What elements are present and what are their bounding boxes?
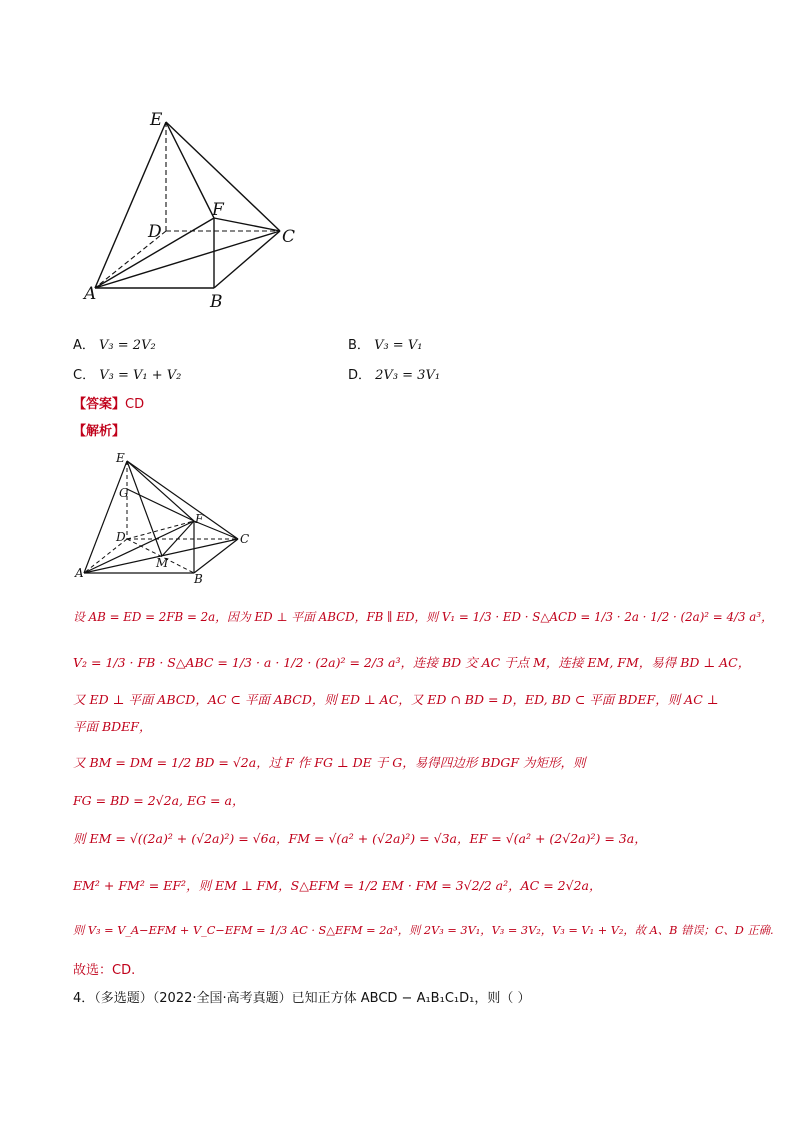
next-question: 4．（多选题）（2022·全国·高考真题）已知正方体 ABCD − A₁B₁C₁D₁，则（ ） [73,991,531,1006]
label2-B: B [194,572,203,586]
answer-line [73,393,144,412]
option-a [73,334,156,353]
edge-AC [95,231,280,288]
label2-M: M [156,556,169,570]
pyramid-figure-2 [70,447,270,592]
solution-line-6: FG = BD = 2√2a, EG = a， [73,793,245,808]
label-C: C [282,227,296,247]
label2-F: F [195,512,204,526]
edge-BC [214,231,280,288]
option-d-formula: 2V₃ = 3V₁ [375,368,441,383]
analysis-label: 【解析】 [73,424,126,439]
pyramid-figure-1 [80,105,320,315]
edge2-EC [127,461,238,539]
option-c [73,364,181,383]
label-A: A [84,284,97,304]
edge2-GF [127,489,194,521]
option-b-formula: V₃ = V₁ [374,338,423,353]
solution-line-7: 则 EM = √((2a)² + (√2a)²) = √6a，FM = √(a² + (√2a)²) = √3a，EF = √(a² + (2√2a)²) = 3a， [73,831,647,846]
edge-FC [214,218,280,231]
solution-line-1: 设 AB = ED = 2FB = 2a，因为 ED ⊥ 平面 ABCD，FB ∥ ED，则 V₁ = 1/3 · ED · S△ACD = 1/3 · 2a · 1/2 · (2a)² = 4/3 a³， [73,610,773,624]
option-b-letter: B． [348,338,370,353]
answer-value: CD [125,397,145,412]
answer-label: 【答案】 [73,397,126,412]
edge2-EF [127,461,194,521]
solution-conclusion: 故选：CD. [73,963,136,978]
solution-line-5: 又 BM = DM = 1/2 BD = √2a，过 F 作 FG ⊥ DE 于 G，易得四边形 BDGF 为矩形，则 [73,755,586,770]
edge-EA [95,122,166,288]
option-c-formula: V₃ = V₁ + V₂ [99,368,182,383]
option-b [348,334,422,353]
option-a-letter: A． [73,338,95,353]
option-d-letter: D． [348,368,372,383]
solution-line-8: EM² + FM² = EF²，则 EM ⊥ FM，S△EFM = 1/2 EM · FM = 3√2/2 a²，AC = 2√2a， [73,878,602,893]
label2-D: D [116,530,126,544]
label-F: F [212,200,224,220]
solution-line-9: 则 V₃ = V_A−EFM + V_C−EFM = 1/3 AC · S△EFM = 2a³，则 2V₃ = 3V₁，V₃ = 3V₂，V₃ = V₁ + V₂，故 A、B 错误；C、D 正确. [73,924,774,937]
label-D: D [148,222,162,242]
option-d [348,364,440,383]
solution-line-4: 平面 BDEF， [73,719,152,734]
label2-G: G [119,486,129,500]
solution-line-2: V₂ = 1/3 · FB · S△ABC = 1/3 · a · 1/2 · (2a)² = 2/3 a³，连接 BD 交 AC 于点 M，连接 EM, FM，易得 BD ⊥ AC， [73,655,751,670]
solution-line-3: 又 ED ⊥ 平面 ABCD，AC ⊂ 平面 ABCD，则 ED ⊥ AC，又 ED ∩ BD = D，ED, BD ⊂ 平面 BDEF，则 AC ⊥ [73,692,719,707]
label2-C: C [240,532,250,546]
option-a-formula: V₃ = 2V₂ [99,338,156,353]
edge-EF [166,122,214,218]
label-E: E [150,110,163,130]
label2-E: E [116,451,125,465]
label2-A: A [75,566,84,580]
edge2-EM [127,461,162,556]
option-c-letter: C． [73,368,96,383]
label-B: B [210,292,223,312]
